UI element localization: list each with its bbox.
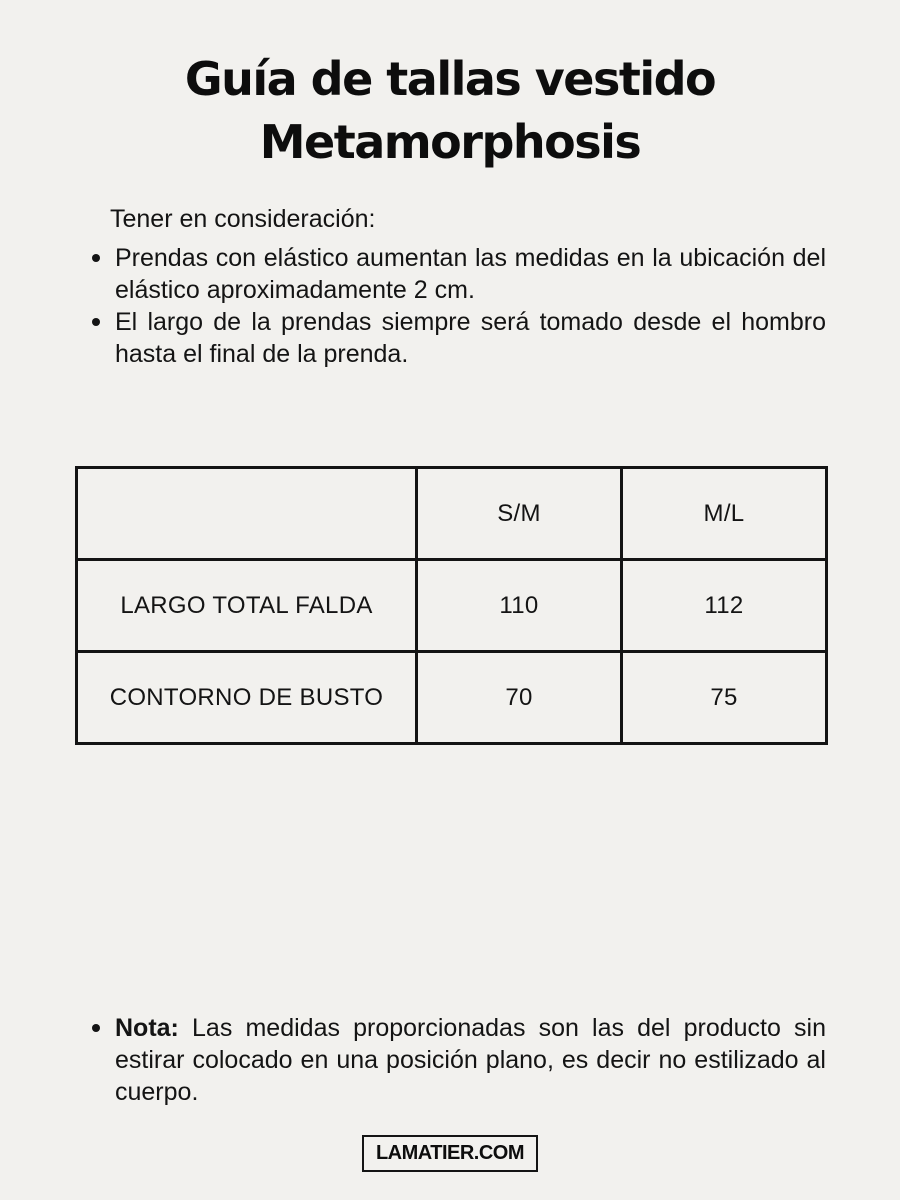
note-text [88, 1012, 826, 1108]
consideration-text-length: El largo de la prendas siempre será tomado desde el hombro hasta el final de la prenda. [115, 308, 826, 368]
table-row [77, 560, 827, 652]
brand-text: LAMATIER.COM [375, 1142, 525, 1164]
cell-largo-ml: 112 [622, 560, 827, 652]
cell-contorno-ml: 75 [622, 652, 827, 744]
note-section [88, 1012, 826, 1108]
considerations-heading: Tener en consideración: [110, 205, 376, 233]
cell-contorno-sm: 70 [417, 652, 622, 744]
consideration-text-elastic: Prendas con elástico aumentan las medidas en la ubicación del elástico aproximadamente 2 cm. [115, 244, 826, 304]
table-row [77, 652, 827, 744]
table-header-row [77, 468, 827, 560]
considerations-section [88, 203, 826, 370]
considerations-list [88, 242, 826, 370]
page-title-line-2: Metamorphosis [259, 115, 641, 169]
page-title [0, 48, 900, 174]
bullet-icon [92, 254, 100, 262]
bullet-icon [92, 318, 100, 326]
page-title-line-1: Guía de tallas vestido [184, 52, 716, 106]
header-cell-size-ml: M/L [622, 468, 827, 560]
header-cell-empty [77, 468, 417, 560]
brand-box [362, 1135, 538, 1172]
bullet-icon [92, 1024, 100, 1032]
note-label: Nota: [115, 1014, 179, 1042]
row-label-contorno-de-busto: CONTORNO DE BUSTO [77, 652, 417, 744]
note-body: Las medidas proporcionadas son las del producto sin estirar colocado en una posición plano, es decir no estilizado al cuerpo. [115, 1014, 826, 1106]
row-label-largo-total-falda: LARGO TOTAL FALDA [77, 560, 417, 652]
cell-largo-sm: 110 [417, 560, 622, 652]
size-table [75, 466, 828, 745]
header-cell-size-sm: S/M [417, 468, 622, 560]
list-item [88, 306, 826, 370]
list-item [88, 242, 826, 306]
footer [0, 1135, 900, 1172]
